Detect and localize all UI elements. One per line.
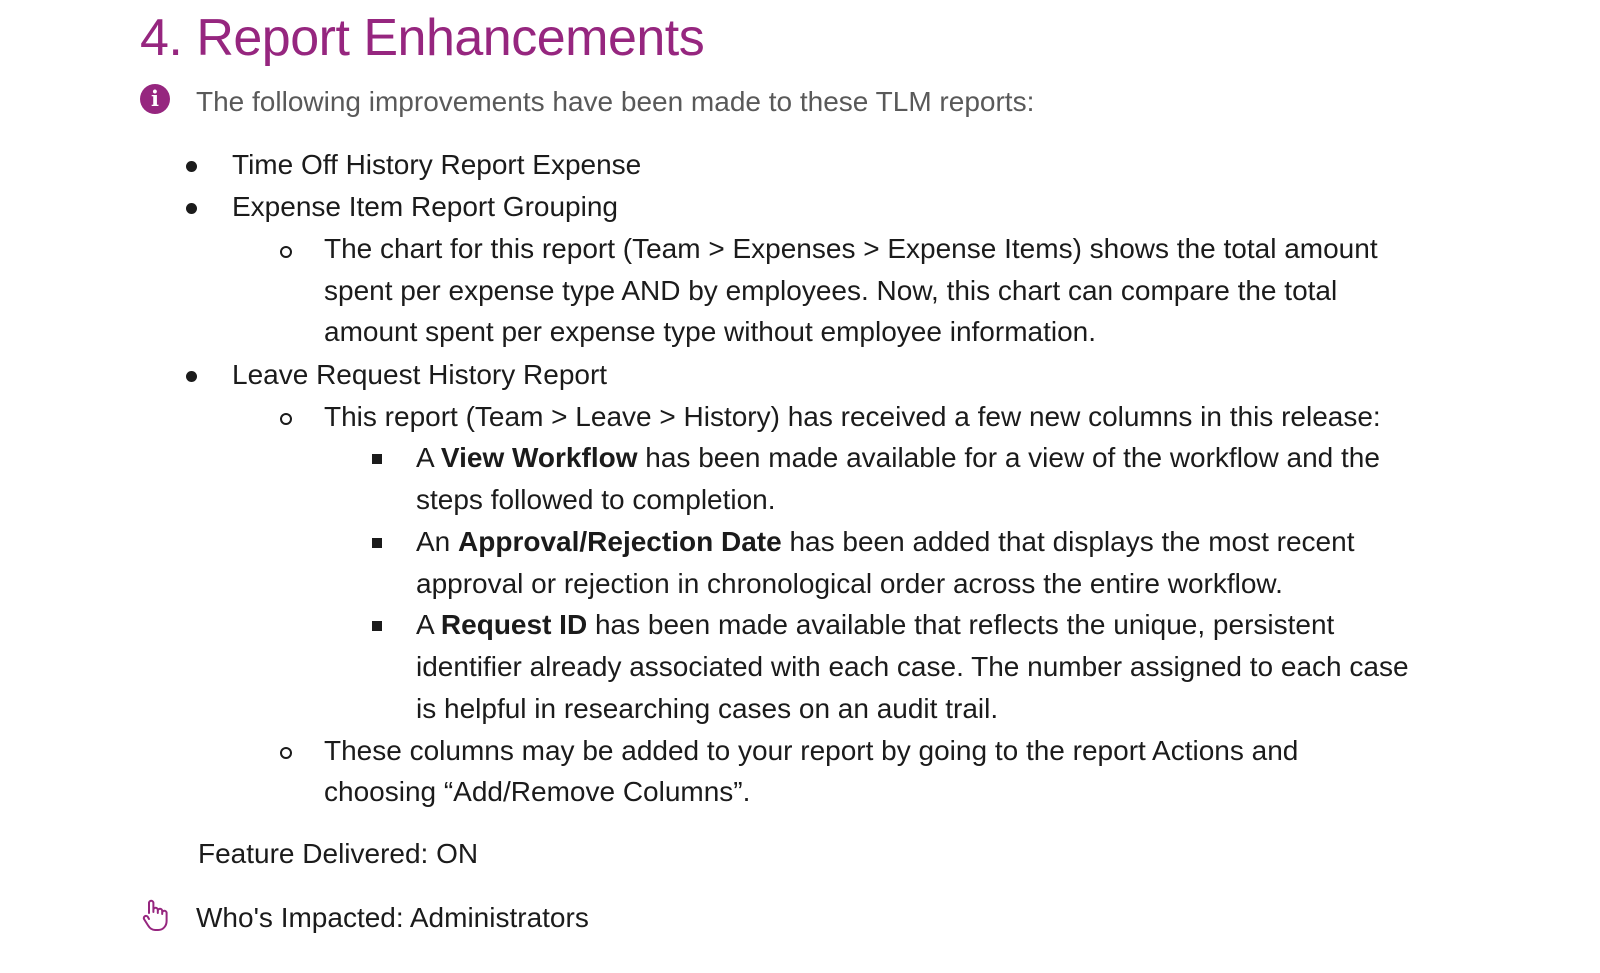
sub-item-new-columns: This report (Team > Leave > History) has received a few new columns in this release: xyxy=(324,401,1381,432)
sub-item-chart-line-3: amount spent per expense type without employee information. xyxy=(324,316,1097,347)
sub-sub-item-view-workflow-line-2: steps followed to completion. xyxy=(416,484,776,515)
sub-sub-item-approval-date-line-2: approval or rejection in chronological order across the entire workflow. xyxy=(416,568,1283,599)
item-prefix: A xyxy=(416,442,441,473)
bullet-circle-icon xyxy=(280,413,292,425)
feature-delivered-status: Feature Delivered: ON xyxy=(198,838,479,869)
bullet-square-icon xyxy=(372,621,382,631)
section-heading: 4. Report Enhancements xyxy=(140,9,705,67)
bullet-circle-icon xyxy=(280,747,292,759)
sub-item-add-columns-line-2: choosing “Add/Remove Columns”. xyxy=(324,776,751,807)
sub-item-add-columns-line-1: These columns may be added to your report by going to the report Actions and xyxy=(324,735,1299,766)
intro-text: The following improvements have been made to these TLM reports: xyxy=(196,86,1035,117)
list-item-time-off-history: Time Off History Report Expense xyxy=(232,149,642,180)
bullet-dot-icon xyxy=(186,371,197,382)
item-bold-term: View Workflow xyxy=(440,442,638,473)
item-bold-term: Request ID xyxy=(440,609,588,640)
item-prefix: An xyxy=(416,526,459,557)
bullet-square-icon xyxy=(372,538,382,548)
bullet-square-icon xyxy=(372,454,382,464)
list-item-expense-item-grouping: Expense Item Report Grouping xyxy=(232,191,618,222)
sub-sub-item-request-id-line-3: is helpful in researching cases on an audit trail. xyxy=(416,693,999,724)
sub-sub-item-request-id-line-2: identifier already associated with each case. The number assigned to each case xyxy=(416,651,1409,682)
pointing-hand-icon xyxy=(140,898,170,932)
sub-sub-item-view-workflow xyxy=(416,437,1380,479)
item-suffix: has been added that displays the most recent xyxy=(781,526,1355,557)
list-item-leave-request-history: Leave Request History Report xyxy=(232,359,608,390)
sub-sub-item-approval-date xyxy=(416,521,1354,563)
info-circle-icon: i xyxy=(140,84,170,114)
bullet-dot-icon xyxy=(186,203,197,214)
item-suffix: has been made available for a view of the workflow and the xyxy=(637,442,1380,473)
bullet-dot-icon xyxy=(186,161,197,172)
bullet-circle-icon xyxy=(280,246,292,258)
item-bold-term: Approval/Rejection Date xyxy=(458,526,782,557)
item-prefix: A xyxy=(416,609,441,640)
whos-impacted: Who's Impacted: Administrators xyxy=(196,902,589,933)
item-suffix: has been made available that reflects the unique, persistent xyxy=(587,609,1335,640)
info-row xyxy=(140,82,1035,122)
sub-item-chart-line-1: The chart for this report (Team > Expenses > Expense Items) shows the total amount xyxy=(324,233,1378,264)
sub-sub-item-request-id xyxy=(416,604,1334,646)
sub-item-chart-line-2: spent per expense type AND by employees. Now, this chart can compare the total xyxy=(324,275,1338,306)
